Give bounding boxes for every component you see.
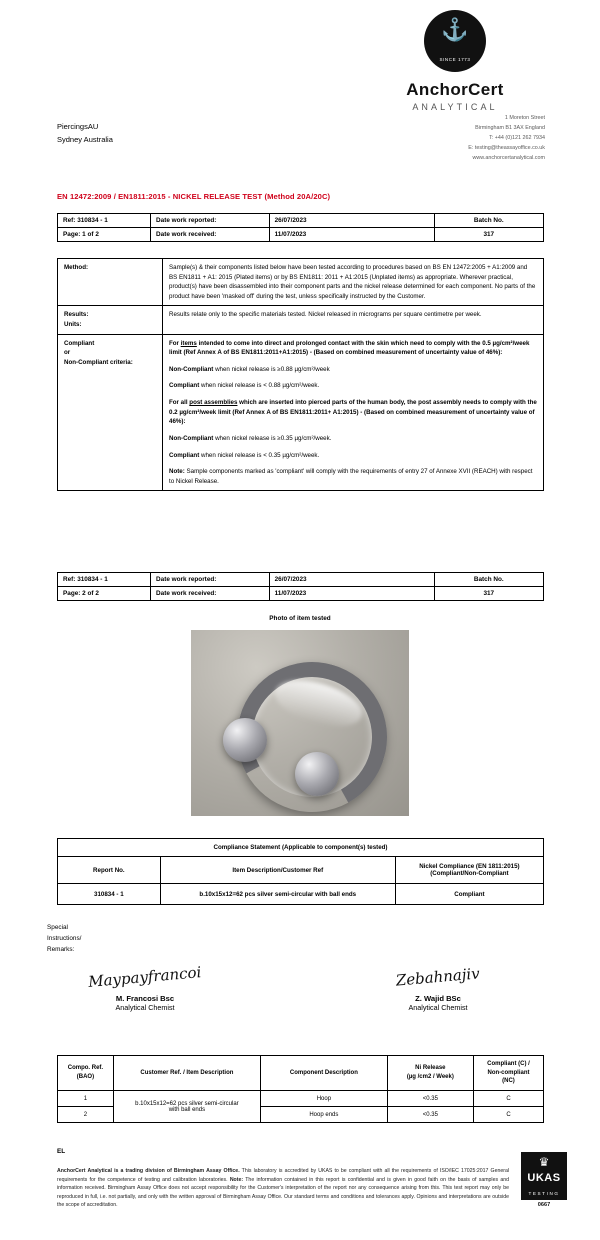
row-compliance: C bbox=[473, 1091, 543, 1107]
note-bold: Note: bbox=[169, 468, 185, 476]
noncompliant-text: when nickel release is ≥0.88 µg/cm²/week bbox=[213, 365, 330, 373]
row-ni-release: <0.35 bbox=[387, 1107, 473, 1123]
compliance-item-description: b.10x15x12=62 pcs silver semi-circular with ball ends bbox=[160, 884, 395, 905]
special-instructions bbox=[47, 923, 81, 956]
table-header-row bbox=[58, 1056, 544, 1091]
company-address bbox=[355, 113, 545, 163]
ukas-sub: TESTING bbox=[528, 1191, 560, 1196]
criteria-paragraph-posts bbox=[169, 398, 537, 427]
results-table-body bbox=[58, 1091, 544, 1123]
row-component-description: Hoop bbox=[261, 1091, 388, 1107]
results-units-label bbox=[58, 306, 163, 334]
criteria-label-2: or bbox=[64, 349, 71, 357]
footer-lead-bold: AnchorCert Analytical is a trading division of Birmingham Assay Office. bbox=[57, 1168, 240, 1174]
row-customer-ref-line1: b.10x15x12=62 pcs silver semi-circular bbox=[135, 1100, 239, 1107]
ball-end-left bbox=[223, 718, 267, 762]
date-received-value: 11/07/2023 bbox=[269, 228, 434, 242]
customer-block bbox=[57, 120, 113, 146]
brand-name: AnchorCert bbox=[406, 80, 504, 99]
criteria-underline: items bbox=[180, 339, 197, 347]
address-line: T: +44 (0)121 262 7934 bbox=[489, 135, 545, 141]
noncompliant-text: when nickel release is ≥0.35 µg/cm²/week. bbox=[213, 434, 332, 442]
compliance-title-row bbox=[58, 839, 544, 857]
signatory-role: Analytical Chemist bbox=[408, 1003, 468, 1012]
compliant-bold: Compliant bbox=[169, 451, 200, 459]
col-header-compliance bbox=[473, 1056, 543, 1091]
el-mark: EL bbox=[57, 1148, 66, 1155]
criteria-label bbox=[58, 334, 163, 491]
row-customer-ref bbox=[113, 1091, 260, 1123]
footer-text-2: The information contained in this report is confidential and is given in good faith on the basis of samples and information received. Birmingham Assay Office does not accept responsibility for the Customer's interpretation of the report nor any consequence arising from this. This test report may only be reproduced in full, i.e. not partially, and only with the written approval of Birmingham Assay Office. Our standard terms and conditions and tolerances apply. Opinions and interpretations are outside the scope of accreditation. bbox=[57, 1176, 509, 1209]
date-reported-label: Date work reported: bbox=[151, 573, 270, 587]
units-label: Units: bbox=[64, 321, 82, 329]
compliance-report-no: 310834 - 1 bbox=[58, 884, 161, 905]
anchor-icon bbox=[424, 10, 486, 72]
ukas-number: 0667 bbox=[537, 1202, 551, 1208]
compliant-text: when nickel release is < 0.35 µg/cm²/week. bbox=[199, 451, 320, 459]
table-row bbox=[58, 228, 544, 242]
document-header bbox=[0, 0, 600, 178]
footer-disclaimer bbox=[57, 1167, 509, 1210]
col-header-ni-release-line2: (µg /cm2 / Week) bbox=[406, 1074, 454, 1080]
address-line: Birmingham B1 3AX England bbox=[475, 125, 545, 131]
col-header-compo-ref-line1: Compo. Ref. bbox=[67, 1065, 104, 1072]
col-header-compliance-line1: Compliant (C) / bbox=[487, 1060, 530, 1067]
table-row bbox=[58, 587, 544, 601]
criteria-post: which are inserted into pierced parts of the human body, the post assembly needs to comply with the 0.2 µg/cm²/week limit (Ref Annex A of BS EN1811:2011+ A1:2015) - (Based on combined measurement of uncertainty value of 46%): bbox=[169, 399, 537, 426]
batch-label: Batch No. bbox=[434, 573, 543, 587]
signatory-role: Analytical Chemist bbox=[115, 1003, 175, 1012]
special-line-3: Remarks: bbox=[47, 945, 75, 953]
table-row bbox=[58, 1091, 544, 1107]
compliance-header-row bbox=[58, 857, 544, 884]
address-line: www.anchorcertanalytical.com bbox=[472, 155, 545, 161]
photo-caption: Photo of item tested bbox=[269, 615, 331, 622]
ref-number: Ref: 310834 - 1 bbox=[58, 573, 151, 587]
date-received-value: 11/07/2023 bbox=[269, 587, 434, 601]
criteria-pre: For bbox=[169, 339, 181, 347]
date-reported-value: 26/07/2023 bbox=[269, 214, 434, 228]
compliant-text: when nickel release is < 0.88 µg/cm²/week. bbox=[199, 382, 320, 390]
criteria-compliant-items bbox=[169, 381, 537, 391]
address-line: E: testing@theassayoffice.co.uk bbox=[468, 145, 545, 151]
compliance-header-item-description: Item Description/Customer Ref bbox=[160, 857, 395, 884]
reference-table-top bbox=[57, 213, 544, 242]
customer-location: Sydney Australia bbox=[57, 135, 113, 145]
ukas-name: UKAS bbox=[527, 1172, 561, 1184]
table-row bbox=[58, 214, 544, 228]
batch-number: 317 bbox=[434, 228, 543, 242]
ukas-logo bbox=[521, 1152, 567, 1200]
criteria-post: intended to come into direct and prolonged contact with the skin which need to comply with the 0.5 µg/cm²/week limit (Ref Annex A of BS EN1811:2011+A1:2015) - (Based on combined measurement of uncertainty value of 46%): bbox=[169, 339, 530, 357]
crown-icon: ♛ bbox=[538, 1155, 550, 1169]
col-header-compo-ref-line2: (BAO) bbox=[76, 1074, 95, 1080]
criteria-noncompliant-items bbox=[169, 365, 537, 375]
noncompliant-bold: Non-Compliant bbox=[169, 365, 214, 373]
signatory-name: M. Francosi Bsc bbox=[115, 994, 175, 1003]
compliance-header-nickel bbox=[395, 857, 543, 884]
batch-number: 317 bbox=[434, 587, 543, 601]
reference-table-bottom bbox=[57, 572, 544, 601]
criteria-noncompliant-posts bbox=[169, 434, 537, 444]
compliance-title: Compliance Statement (Applicable to component(s) tested) bbox=[58, 839, 544, 857]
signature-block-2 bbox=[348, 964, 528, 1012]
col-header-compliance-line2: Non-compliant bbox=[487, 1069, 530, 1076]
date-reported-label: Date work reported: bbox=[151, 214, 270, 228]
row-customer-ref-line2: with ball ends bbox=[168, 1106, 206, 1113]
signature-block-1 bbox=[55, 963, 235, 1012]
table-row bbox=[58, 884, 544, 905]
date-received-label: Date work received: bbox=[151, 587, 270, 601]
logo-since-text: SINCE 1773 bbox=[439, 57, 471, 62]
table-row bbox=[58, 573, 544, 587]
date-received-label: Date work received: bbox=[151, 228, 270, 242]
col-header-ni-release bbox=[387, 1056, 473, 1091]
method-label: Method: bbox=[58, 259, 163, 306]
method-text: Sample(s) & their components listed below have been tested according to procedures based on BS EN 12472:2005 + A1:2009 and BS EN1811 + A1: 2015 (Plated items) or by BS EN1811: 2011 + A1:2015 (Unplated items) as appropriate. Wherever practical, product(s) have been disassembled into their component parts and the nickel release determined for each component. No parts of the product have been 'masked off' during the test, unless specifically instructed by the Customer. bbox=[163, 259, 544, 306]
compliance-header-report-no: Report No. bbox=[58, 857, 161, 884]
results-text: Results relate only to the specific materials tested. Nickel released in micrograms per square centimetre per week. bbox=[163, 306, 544, 334]
row-compo-ref: 2 bbox=[58, 1107, 114, 1123]
note-text: Sample components marked as 'compliant' will comply with the requirements of entry 27 of Annexe XVII (REACH) with respect to Nickel Release. bbox=[169, 468, 533, 485]
compliant-bold: Compliant bbox=[169, 382, 200, 390]
signature-mark: Maypayfrancoi bbox=[87, 963, 202, 991]
col-header-customer-ref: Customer Ref. / Item Description bbox=[113, 1056, 260, 1091]
row-ni-release: <0.35 bbox=[387, 1091, 473, 1107]
criteria-compliant-posts bbox=[169, 451, 537, 461]
photo-background bbox=[191, 630, 409, 816]
special-line-2: Instructions/ bbox=[47, 934, 82, 942]
row-component-description: Hoop ends bbox=[261, 1107, 388, 1123]
brand-subtitle: ANALYTICAL bbox=[412, 102, 498, 112]
table-row-criteria bbox=[58, 334, 544, 491]
address-line: 1 Moreton Street bbox=[504, 115, 545, 121]
col-header-compo-ref bbox=[58, 1056, 114, 1091]
compliance-header-nickel-line2: (Compliant/Non-Compliant bbox=[430, 870, 509, 877]
compliance-header-nickel-line1: Nickel Compliance (EN 1811:2015) bbox=[419, 863, 520, 870]
method-criteria-table bbox=[57, 258, 544, 491]
ball-end-right bbox=[295, 752, 339, 796]
special-line-1: Special bbox=[47, 924, 68, 931]
page-number: Page: 2 of 2 bbox=[58, 587, 151, 601]
criteria-label-3: Non-Compliant criteria: bbox=[64, 358, 133, 366]
col-header-compliance-line3: (NC) bbox=[502, 1078, 515, 1085]
criteria-paragraph-items bbox=[169, 339, 537, 358]
criteria-pre: For all bbox=[169, 399, 190, 407]
row-compo-ref: 1 bbox=[58, 1091, 114, 1107]
results-table-head bbox=[58, 1056, 544, 1091]
brand-logo bbox=[365, 10, 545, 112]
ref-number: Ref: 310834 - 1 bbox=[58, 214, 151, 228]
footer-text-1: This laboratory is accredited by UKAS to be compliant with all the requirements of ISO/IEC 17025:2017 General requirements for the competence of testing and calibration laboratories. bbox=[57, 1168, 509, 1183]
item-photo bbox=[191, 630, 409, 816]
table-row-method bbox=[58, 259, 544, 306]
col-header-ni-release-line1: Ni Release bbox=[415, 1065, 446, 1072]
ukas-accreditation bbox=[521, 1152, 567, 1208]
batch-label: Batch No. bbox=[434, 214, 543, 228]
compliance-statement-table bbox=[57, 838, 544, 905]
anchor-glyph-icon: ⚓ bbox=[441, 17, 469, 42]
status-badge: Compliant bbox=[395, 884, 543, 905]
page-number: Page: 1 of 2 bbox=[58, 228, 151, 242]
signatory-name: Z. Wajid BSc bbox=[415, 994, 461, 1003]
date-reported-value: 26/07/2023 bbox=[269, 573, 434, 587]
results-table bbox=[57, 1055, 544, 1123]
row-compliance: C bbox=[473, 1107, 543, 1123]
criteria-label-1: Compliant bbox=[64, 339, 95, 347]
criteria-text bbox=[163, 334, 544, 491]
table-row-results bbox=[58, 306, 544, 334]
results-label: Results: bbox=[64, 311, 89, 319]
footer-note-bold: Note: bbox=[229, 1176, 244, 1183]
signature-mark: Zebahnajiv bbox=[395, 964, 481, 990]
criteria-note bbox=[169, 467, 537, 486]
criteria-underline: post assemblies bbox=[189, 399, 238, 407]
col-header-component-description: Component Description bbox=[261, 1056, 388, 1091]
noncompliant-bold: Non-Compliant bbox=[169, 434, 214, 442]
customer-name: PiercingsAU bbox=[57, 122, 99, 131]
page-title: EN 12472:2009 / EN1811:2015 - NICKEL RELEASE TEST (Method 20A/20C) bbox=[57, 192, 331, 201]
